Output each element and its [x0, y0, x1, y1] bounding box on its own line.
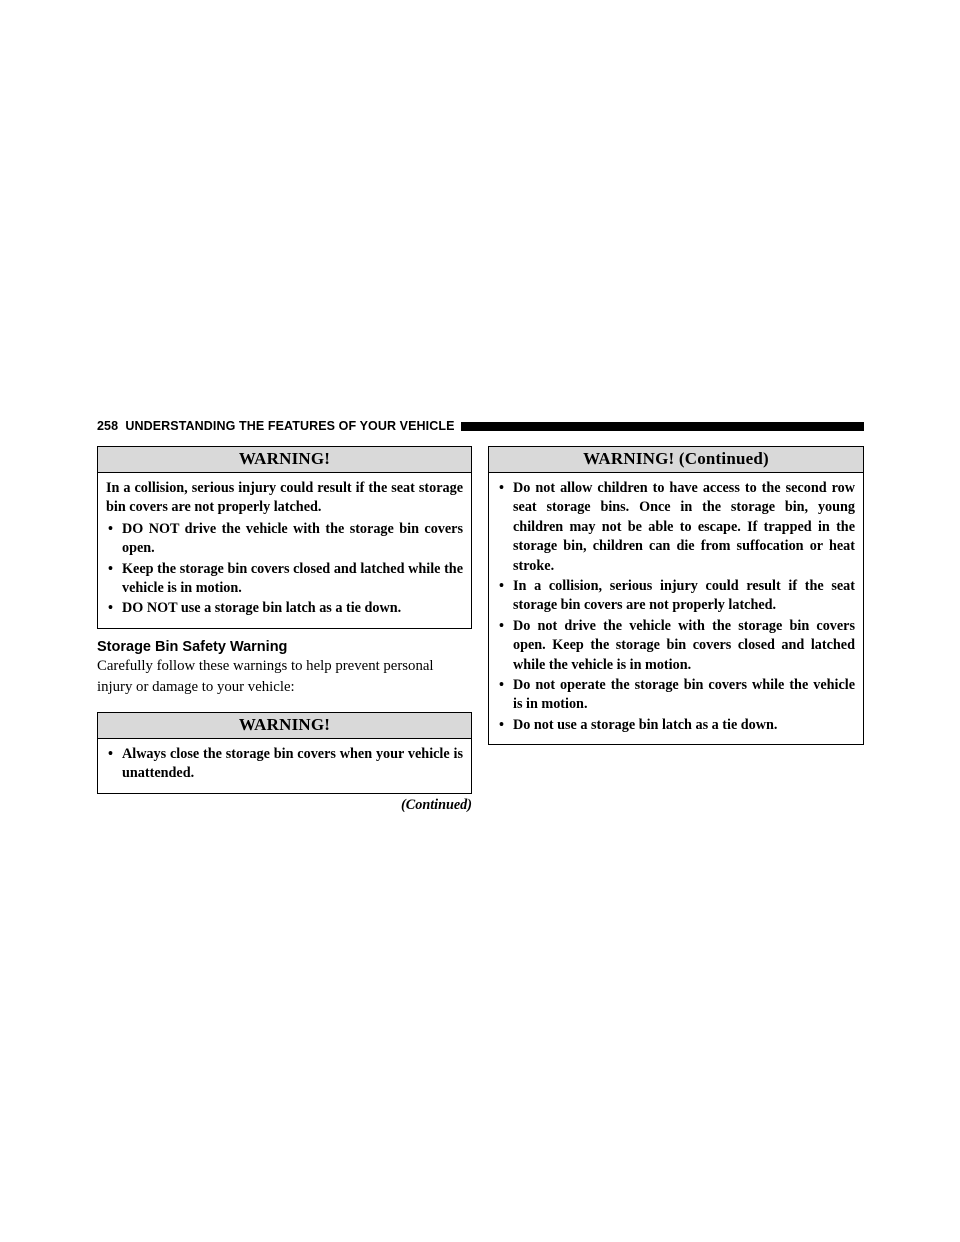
warning-title: WARNING! (Continued): [489, 447, 863, 473]
right-column: [488, 446, 864, 745]
bullet-icon: •: [499, 578, 504, 595]
list-item: • Always close the storage bin covers when your vehicle is unattended.: [108, 745, 463, 782]
bullet-icon: •: [499, 716, 504, 733]
warning-box-unattended: [97, 712, 472, 794]
body-paragraph: Carefully follow these warnings to help prevent personal injury or damage to your vehicle:: [97, 657, 434, 695]
header-rule-bar: [461, 422, 864, 431]
list-item: • Do not use a storage bin latch as a tie down.: [497, 716, 855, 735]
warning-box-collision: [97, 446, 472, 629]
list-item: • Do not operate the storage bin covers while the vehicle is in motion.: [499, 677, 855, 713]
list-item: • DO NOT use a storage bin latch as a tie down.: [106, 599, 463, 618]
list-item: • DO NOT drive the vehicle with the storage bin covers open.: [108, 520, 463, 557]
warning-body: [489, 473, 863, 744]
warning-body: [98, 739, 471, 793]
list-item: • Do not drive the vehicle with the storage bin covers open. Keep the storage bin covers closed and latched while the vehicle is in motion.: [499, 617, 855, 673]
page-number: 258: [97, 419, 119, 433]
warning-box-continued: [488, 446, 864, 745]
bullet-icon: •: [108, 745, 113, 762]
list-item: • Keep the storage bin covers closed and latched while the vehicle is in motion.: [108, 560, 463, 597]
warning-bullet-list: [106, 520, 463, 619]
page-header-text: [97, 419, 461, 433]
bullet-icon: •: [108, 600, 113, 617]
bullet-icon: •: [108, 520, 113, 537]
bullet-icon: •: [499, 480, 504, 496]
warning-body: [98, 473, 471, 628]
warning-intro: In a collision, serious injury could result if the seat storage bin covers are not properly latched.: [106, 480, 463, 516]
warning-title: WARNING!: [98, 713, 471, 739]
list-item: • Do not allow children to have access to the second row seat storage bins. Once in the storage bin, young children may not be able to escape. If trapped in the storage bin, children can die from suffocation or heat stroke.: [499, 480, 855, 574]
bullet-icon: •: [499, 677, 504, 694]
page-header: [97, 418, 864, 434]
left-column: [97, 446, 472, 814]
continued-label: (Continued): [401, 796, 472, 813]
bullet-icon: •: [499, 617, 504, 634]
warning-title: WARNING!: [98, 447, 471, 473]
section-title: UNDERSTANDING THE FEATURES OF YOUR VEHICLE: [125, 419, 455, 433]
warning-bullet-list: [497, 479, 855, 735]
warning-bullet-list: [106, 745, 463, 784]
section-heading: Storage Bin Safety Warning: [97, 638, 288, 655]
bullet-icon: •: [108, 560, 113, 577]
list-item: • In a collision, serious injury could result if the seat storage bin covers are not properly latched.: [499, 578, 855, 614]
